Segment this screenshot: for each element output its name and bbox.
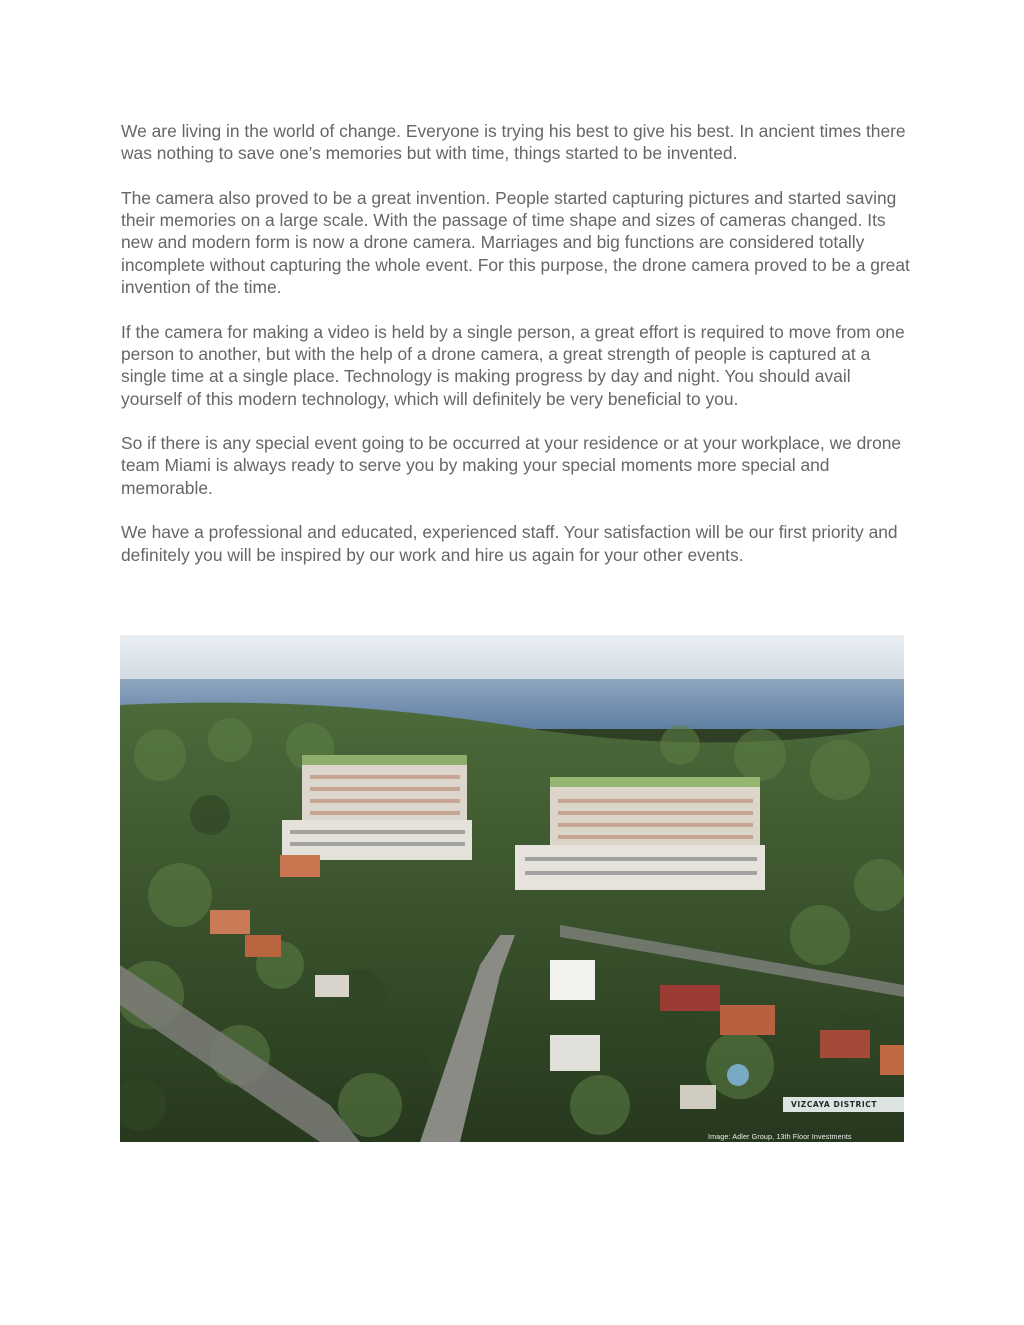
body-text bbox=[121, 120, 911, 588]
paragraph-staff: We have a professional and educated, experienced staff. Your satisfaction will be our first priority and definitely you will be inspired by our work and hire us again for your other events. bbox=[121, 522, 898, 565]
building-left bbox=[282, 755, 472, 860]
paragraph-camera-invention: The camera also proved to be a great invention. People started capturing pictures and started saving their memories on a large scale. With the passage of time shape and sizes of cameras changed. Its new and modern form is now a drone camera. Marriages and big functions are considered totally incomplete without capturing the whole event. For this purpose, the drone camera proved to be a great invention of the time. bbox=[121, 187, 910, 298]
paragraph-drone-benefits: If the camera for making a video is held by a single person, a great effort is required to move from one person to another, but with the help of a drone camera, a great strength of people is captured at a single time at a single place. Technology is making progress by day and night. You should avail yourself of this modern technology, which will definitely be very beneficial to you. bbox=[121, 321, 905, 409]
aerial-photo-illustration bbox=[120, 635, 904, 1142]
photo-caption-bar bbox=[783, 1097, 904, 1112]
photo-caption: VIZCAYA DISTRICT bbox=[791, 1100, 878, 1109]
sky bbox=[120, 635, 904, 685]
photo-credit: Image: Adler Group, 13th Floor Investments bbox=[708, 1132, 852, 1141]
aerial-photo bbox=[120, 635, 904, 1142]
paragraph-special-events: So if there is any special event going to be occurred at your residence or at your workplace, we drone team Miami is always ready to serve you by making your special moments more special and memorable. bbox=[121, 433, 902, 498]
building-right bbox=[515, 777, 765, 890]
paragraph-intro: We are living in the world of change. Everyone is trying his best to give his best. In ancient times there was nothing to save one’s memories but with time, things started to be invented. bbox=[121, 121, 906, 164]
